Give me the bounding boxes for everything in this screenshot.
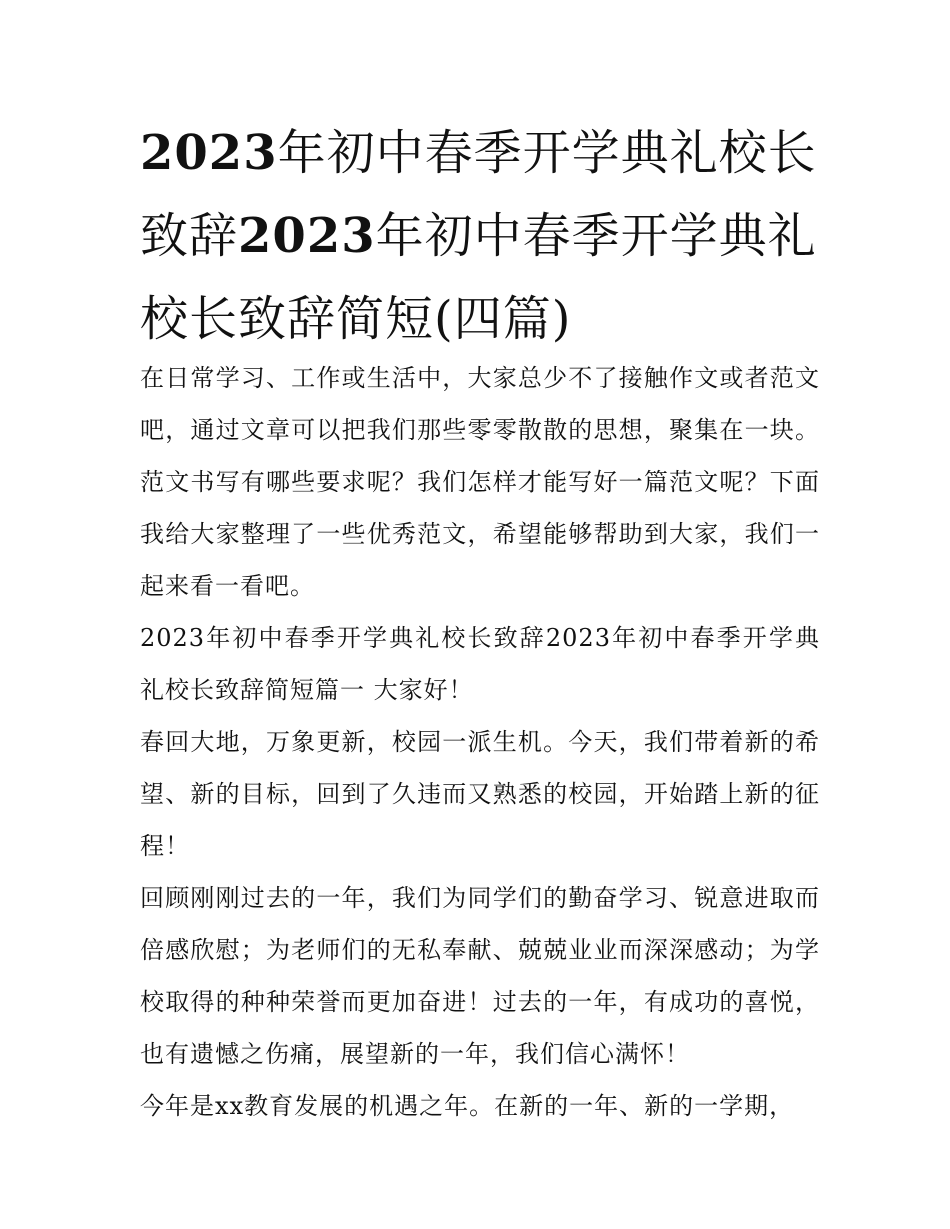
paragraph-intro: 在日常学习、工作或生活中，大家总少不了接触作文或者范文吧，通过文章可以把我们那些零零散散的思想，聚集在一块。范文书写有哪些要求呢？我们怎样才能写好一篇范文呢？下面我给大家整理了一些优秀范文，希望能够帮助到大家，我们一起来看一看吧。 (140, 364, 820, 600)
document-title: 2023年初中春季开学典礼校长致辞2023年初中春季开学典礼校长致辞简短(四篇) (140, 125, 817, 347)
paragraph-heading-part-one: 2023年初中春季开学典礼校长致辞2023年初中春季开学典礼校长致辞简短篇一 大家好！ (140, 624, 820, 704)
title-year-number: 2023 (140, 125, 278, 181)
title-year-number: 2023 (238, 208, 376, 264)
paragraph-review: 回顾刚刚过去的一年，我们为同学们的勤奋学习、锐意进取而倍感欣慰；为老师们的无私奉献、兢兢业业而深深感动；为学校取得的种种荣誉而更加奋进！过去的一年，有成功的喜悦，也有遗憾之伤痛，展望新的一年，我们信心满怀！ (140, 884, 820, 1068)
document-body (140, 352, 820, 1132)
paragraph-spring: 春回大地，万象更新，校园一派生机。今天，我们带着新的希望、新的目标，回到了久违而又熟悉的校园，开始踏上新的征程！ (140, 728, 820, 860)
paragraph-this-year: 今年是xx教育发展的机遇之年。在新的一年、新的一学期， (140, 1092, 795, 1120)
